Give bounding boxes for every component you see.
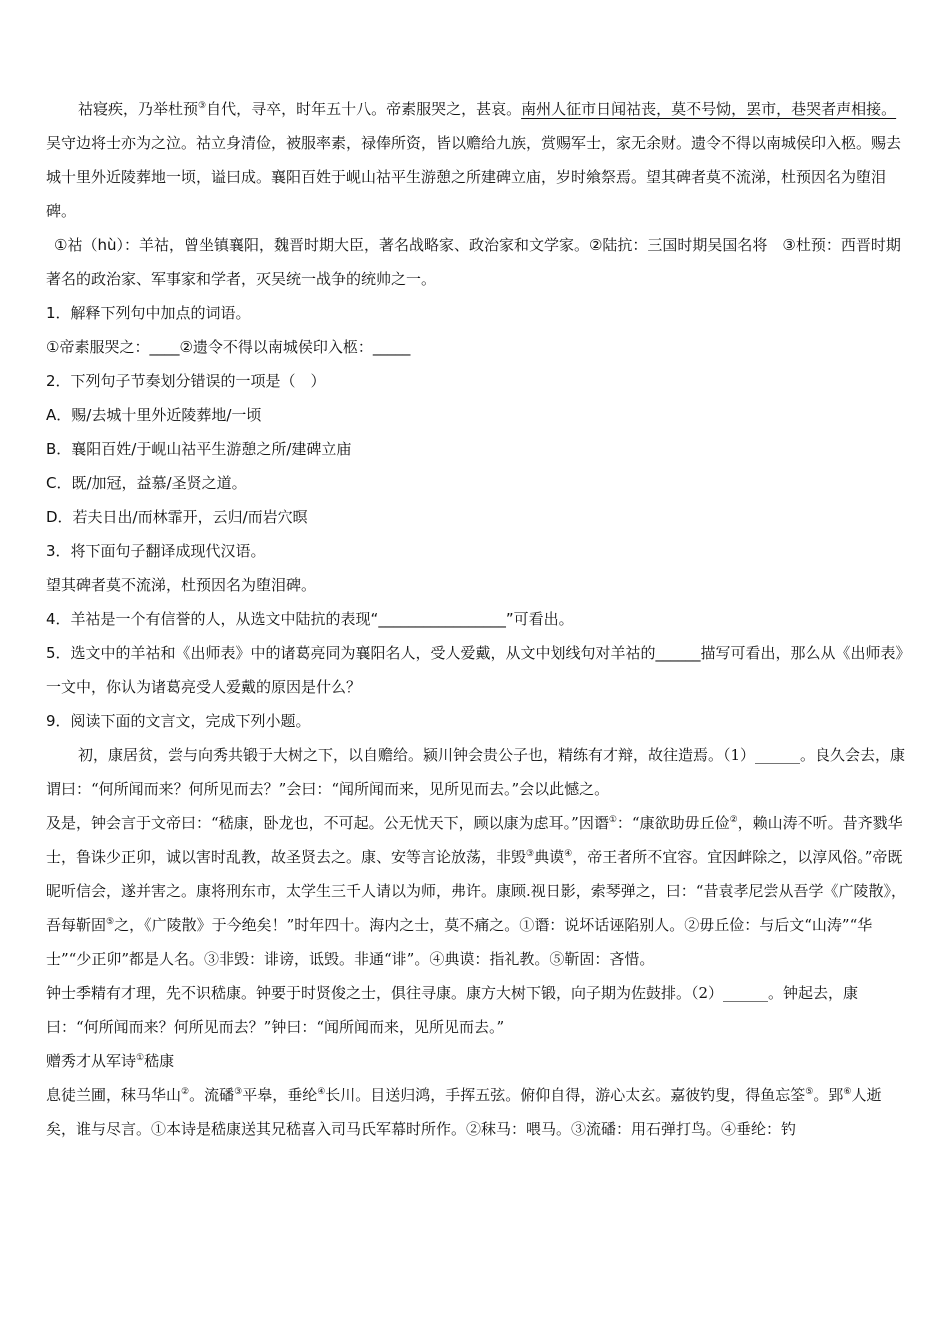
footnote-marker: ③ [234, 1087, 243, 1097]
footnote-marker: ② [729, 815, 738, 825]
footnote-marker: ⑤ [106, 917, 115, 927]
passage-1-notes: ①祜（hù）：羊祜，曾坐镇襄阳，魏晋时期大臣，著名战略家、政治家和文学家。②陆抗：三国时期吴国名将 ③杜预：西晋时期著名的政治家、军事家和学者，灭吴统一战争的统帅之一。 [46, 236, 901, 288]
footnote-marker: ④ [564, 849, 573, 859]
passage-1-text: 吴守边将士亦为之泣。祜立身清俭，被服率素，禄俸所资，皆以赡给九族，赏赐军士，家无余财。遗令不得以南城侯印入柩。赐去城十里外近陵葬地一顷，谥曰成。襄阳百姓于岘山祜平生游憩之所建碑立庙，岁时飨祭焉。望其碑者莫不流涕，杜预因名为堕泪碑。 [46, 134, 902, 220]
question-9: 9．阅读下面的文言文，完成下列小题。 [46, 712, 311, 730]
poem-text: 。郢 [813, 1086, 844, 1104]
poem-title [46, 1044, 906, 1078]
poem-text: 。流磻 [189, 1086, 235, 1104]
passage-2-text: 及是，钟会言于文帝曰：“嵇康，卧龙也，不可起。公无忧天下，顾以康为虑耳。”因谮 [46, 814, 609, 832]
poem-body [46, 1078, 906, 1146]
poem-text: 平皋，垂纶 [242, 1086, 318, 1104]
passage-1-text: 祜寝疾，乃举杜预 [78, 100, 199, 118]
question-1: 1．解释下列句中加点的词语。 [46, 304, 251, 322]
passage-1-text: 自代，寻卒，时年五十八。帝素服哭之，甚哀。 [206, 100, 522, 118]
poem-text: 长川。目送归鸿，手挥五弦。俯仰自得，游心太玄。嘉彼钓叟，得鱼忘筌 [325, 1086, 806, 1104]
option-d: D．若夫日出/而林霏开，云归/而岩穴暝 [46, 508, 308, 526]
footnote-marker: ③ [526, 849, 535, 859]
question-4: 4．羊祜是一个有信誉的人，从选文中陆抗的表现“_________________”可看出。 [46, 610, 574, 628]
footnote-marker: ④ [317, 1087, 326, 1097]
poem-text: 人逝矣，谁与尽言。 [46, 1086, 882, 1138]
question-5: 5．选文中的羊祜和《出师表》中的诸葛亮同为襄阳名人，受人爱戴，从文中划线句对羊祜的______描写可看出，那么从《出师表》一文中，你认为诸葛亮受人爱戴的原因是什么？ [46, 644, 904, 696]
poem-title-text: 赠秀才从军诗 [46, 1052, 137, 1070]
passage-2-text: 典谟 [534, 848, 565, 866]
passage-2-notes: ①谮：说坏话诬陷别人。②毋丘俭：与后文“山涛”“华士”“少正卯”都是人名。③非毁：诽谤，诋毁。非通“诽”。④典谟：指礼教。⑤靳固：吝惜。 [46, 916, 873, 968]
passage-2-para-1: 初，康居贫，尝与向秀共锻于大树之下，以自赡给。颍川钟会贵公子也，精练有才辩，故往造焉。（1）______。良久会去，康谓曰：“何所闻而来？何所见而去？”会曰：“闻所闻而来，见所见而去。”会以此憾之。 [46, 746, 906, 798]
footnote-marker: ② [181, 1087, 190, 1097]
question-3: 3．将下面句子翻译成现代汉语。 [46, 542, 266, 560]
passage-2-text: ，赖山涛不听。昔齐戮华士，鲁诛少正卯，诚以害时乱教，故圣贤去之。康、安等言论放荡，非毁 [46, 814, 903, 866]
option-a: A．赐/去城十里外近陵葬地/一顷 [46, 406, 262, 424]
passage-1 [46, 92, 906, 228]
poem-notes: ①本诗是嵇康送其兄嵇喜入司马氏军幕时所作。②秣马：喂马。③流磻：用石弹打鸟。④垂纶：钓 [151, 1120, 797, 1138]
passage-2-para-2 [46, 806, 906, 976]
passage-2-text: 之，《广陵散》于今绝矣！”时年四十。海内之士，莫不痛之。 [114, 916, 520, 934]
footnote-marker: ① [136, 1053, 145, 1063]
footnote-marker: ⑤ [805, 1087, 814, 1097]
footnote-marker: ⑥ [843, 1087, 852, 1097]
passage-2-text: ：“康欲助毋丘俭 [616, 814, 730, 832]
option-c: C．既/加冠，益慕/圣贤之道。 [46, 474, 247, 492]
poem-author: 嵇康 [144, 1052, 175, 1070]
poem-text: 息徒兰圃，秣马华山 [46, 1086, 182, 1104]
footnote-marker: ③ [198, 101, 207, 111]
footnote-marker: ① [608, 815, 617, 825]
passage-3: 钟士季精有才理，先不识嵇康。钟要于时贤俊之士，俱往寻康。康方大树下锻，向子期为佐鼓排。（2）______。钟起去，康曰：“何所闻而来？何所见而去？”钟曰：“闻所闻而来，见所见而去。” [46, 984, 859, 1036]
underlined-sentence: 南州人征市日闻祜丧，莫不号恸，罢市，巷哭者声相接。 [521, 100, 897, 118]
passage-2-text: ，帝王者所不宜容。宜因衅除之，以淳风俗。”帝既昵听信会，遂并害之。康将刑东市，太学生三千人请以为师，弗许。康顾.视日影，索琴弹之，曰：“昔袁孝尼尝从吾学《广陵散》，吾每靳固 [46, 848, 906, 934]
option-b: B．襄阳百姓/于岘山祜平生游憩之所/建碑立庙 [46, 440, 352, 458]
question-3-sentence: 望其碑者莫不流涕，杜预因名为堕泪碑。 [46, 576, 317, 594]
question-1-blanks: ①帝素服哭之：____②遗令不得以南城侯印入柩：_____ [46, 338, 411, 356]
question-2: 2．下列句子节奏划分错误的一项是（ ） [46, 372, 326, 390]
